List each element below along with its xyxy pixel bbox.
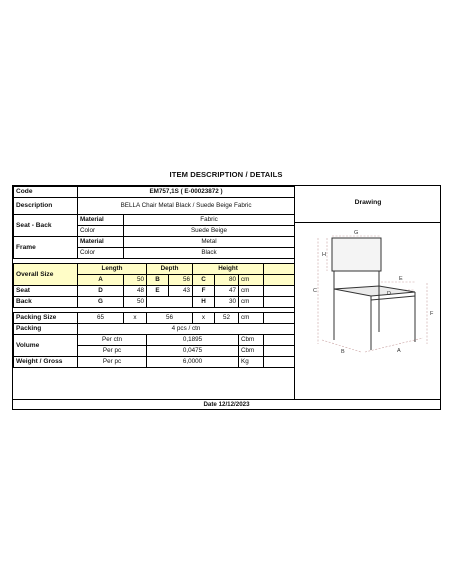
- seat-back-color: Suede Beige: [124, 226, 295, 237]
- back-size-row: [14, 297, 295, 308]
- volume-per-ctn-unit: Cbm: [239, 335, 264, 346]
- chair-seat: [334, 286, 415, 296]
- overall-c-value: 80: [215, 275, 239, 286]
- volume-per-pc-label: Per pc: [78, 346, 147, 357]
- back-g-value: 50: [124, 297, 147, 308]
- packing-value: 4 pcs / ctn: [78, 324, 295, 335]
- chair-drawing: [299, 226, 439, 356]
- seat-back-label: Seat - Back: [14, 215, 78, 237]
- volume-per-ctn-value: 0,1895: [147, 335, 239, 346]
- seat-back-material-row: [14, 215, 295, 226]
- dim-label-h: H: [322, 252, 326, 258]
- dim-label-g: G: [354, 230, 359, 236]
- overall-a-value: 50: [124, 275, 147, 286]
- seat-label: Seat: [14, 286, 78, 297]
- sheet-title: ITEM DESCRIPTION / DETAILS: [169, 170, 283, 179]
- frame-material-row: [14, 237, 295, 248]
- packing-size-label: Packing Size: [14, 313, 78, 324]
- weight-value: 6,0000: [147, 357, 239, 368]
- packing-size-length: 65: [78, 313, 124, 324]
- seat-f-letter: F: [193, 286, 215, 297]
- drawing-panel: [294, 186, 441, 399]
- back-h-letter: H: [193, 297, 215, 308]
- depth-header: Depth: [147, 264, 193, 275]
- back-g-letter: G: [78, 297, 124, 308]
- seat-e-value: 43: [169, 286, 193, 297]
- seat-unit: cm: [239, 286, 264, 297]
- drawing-divider: [295, 222, 441, 223]
- overall-b-letter: B: [147, 275, 169, 286]
- dim-label-e: E: [399, 276, 403, 282]
- height-header: Height: [193, 264, 264, 275]
- chair-backrest: [332, 238, 381, 271]
- overall-header-row: [14, 264, 295, 275]
- volume-label: Volume: [14, 335, 78, 357]
- back-h-value: 30: [215, 297, 239, 308]
- packing-size-x2: x: [193, 313, 215, 324]
- overall-b-value: 56: [169, 275, 193, 286]
- packing-size-unit: cm: [239, 313, 264, 324]
- code-value: EM757,1S ( E-00023872 ): [78, 187, 295, 198]
- seat-e-letter: E: [147, 286, 169, 297]
- packing-size-x1: x: [124, 313, 147, 324]
- dim-label-d: D: [387, 291, 391, 297]
- weight-row: [14, 357, 295, 368]
- frame-material: Metal: [124, 237, 295, 248]
- date-footer: Date 12/12/2023: [13, 399, 440, 410]
- description-label: Description: [14, 198, 78, 215]
- seat-f-value: 47: [215, 286, 239, 297]
- volume-per-ctn-label: Per ctn: [78, 335, 147, 346]
- dim-label-c: C: [313, 288, 317, 294]
- overall-unit: cm: [239, 275, 264, 286]
- packing-size-height: 52: [215, 313, 239, 324]
- seat-d-value: 48: [124, 286, 147, 297]
- overall-c-letter: C: [193, 275, 215, 286]
- seat-size-row: [14, 286, 295, 297]
- overall-a-letter: A: [78, 275, 124, 286]
- weight-per-pc-label: Per pc: [78, 357, 147, 368]
- volume-per-ctn-row: [14, 335, 295, 346]
- drawing-label: Drawing: [354, 199, 382, 206]
- frame-color-label: Color: [78, 248, 124, 259]
- overall-size-label: Overall Size: [14, 264, 78, 286]
- dim-label-f: F: [430, 311, 434, 317]
- volume-per-pc-value: 0,0475: [147, 346, 239, 357]
- code-row: [14, 187, 295, 198]
- packing-row: [14, 324, 295, 335]
- weight-label: Weight / Gross: [14, 357, 78, 368]
- spec-table: [13, 186, 295, 368]
- dim-line-a: [365, 338, 423, 352]
- volume-per-pc-unit: Cbm: [239, 346, 264, 357]
- frame-color: Black: [124, 248, 295, 259]
- length-header: Length: [78, 264, 147, 275]
- weight-unit: Kg: [239, 357, 264, 368]
- seat-back-material: Fabric: [124, 215, 295, 226]
- description-value: BELLA Chair Metal Black / Suede Beige Fabric: [78, 198, 295, 215]
- packing-label: Packing: [14, 324, 78, 335]
- seat-back-material-label: Material: [78, 215, 124, 226]
- frame-material-label: Material: [78, 237, 124, 248]
- seat-back-color-label: Color: [78, 226, 124, 237]
- back-label: Back: [14, 297, 78, 308]
- seat-d-letter: D: [78, 286, 124, 297]
- spec-sheet: [12, 185, 441, 410]
- description-row: [14, 198, 295, 215]
- packing-size-width: 56: [147, 313, 193, 324]
- back-unit: cm: [239, 297, 264, 308]
- dim-label-a: A: [397, 348, 401, 354]
- code-label: Code: [14, 187, 78, 198]
- frame-label: Frame: [14, 237, 78, 259]
- chair-rail: [371, 296, 415, 300]
- packing-size-row: [14, 313, 295, 324]
- dim-label-b: B: [341, 349, 345, 355]
